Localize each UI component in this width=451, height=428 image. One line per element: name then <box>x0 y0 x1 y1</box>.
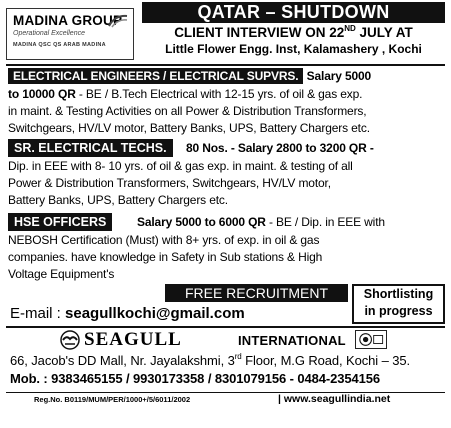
interview-suffix: JULY AT <box>355 25 413 40</box>
electrical-line-3: in maint. & Testing Activities on all Power & Distribution Transformers, <box>8 104 367 118</box>
certification-badge-icon <box>355 330 387 349</box>
venue-line: Little Flower Engg. Inst, Kalamashery , Kochi <box>165 42 422 56</box>
registration-bar <box>6 392 445 406</box>
electrical-title-row <box>8 68 445 84</box>
shortlisting-line-2: in progress <box>364 304 433 318</box>
logo-tagline: Operational Excellence <box>13 30 85 37</box>
headline: QATAR – SHUTDOWN <box>142 2 445 23</box>
hse-line-2: NEBOSH Certification (Must) with 8+ yrs. of exp. in oil & gas <box>8 233 320 247</box>
electrical-qualification: - BE / B.Tech Electrical with 12-15 yrs. of oil & gas exp. <box>75 87 363 101</box>
madina-swoosh-logo-icon <box>107 13 129 29</box>
free-recruitment-banner: FREE RECRUITMENT <box>165 284 348 302</box>
company-suffix: INTERNATIONAL <box>238 333 346 348</box>
address-part-1: 66, Jacob's DD Mall, Nr. Jayalakshmi, 3 <box>10 353 235 368</box>
hse-qualification: - BE / Dip. in EEE with <box>265 215 385 229</box>
shortlisting-box <box>352 284 445 324</box>
address-ordinal: rd <box>234 352 242 361</box>
company-name: SEAGULL <box>84 329 182 350</box>
email-row <box>10 305 245 323</box>
divider <box>6 326 445 328</box>
email-label: E-mail : <box>10 305 61 322</box>
techs-line-2: Dip. in EEE with 8- 10 yrs. of oil & gas exp. in maint. & testing of all <box>8 159 353 173</box>
website-link[interactable]: | www.seagullindia.net <box>278 393 391 405</box>
address <box>10 353 410 369</box>
divider <box>6 64 445 66</box>
shortlisting-line-1: Shortlisting <box>363 287 434 301</box>
interview-line <box>142 25 445 40</box>
hse-salary: Salary 5000 to 6000 QR <box>137 215 266 229</box>
hse-line-1 <box>137 214 447 230</box>
electrical-line-4: Switchgears, HV/LV motor, Battery Banks, UPS, Battery Chargers etc. <box>8 121 370 135</box>
logo-partners: MADINA QSC QS ARAB MADINA <box>13 42 106 48</box>
interview-prefix: CLIENT INTERVIEW ON 22 <box>174 25 345 40</box>
hse-line-3: companies. have knowledge in Safety in Sub stations & High <box>8 250 323 264</box>
electrical-line-2 <box>8 86 445 102</box>
hse-title: HSE OFFICERS <box>8 213 112 231</box>
interview-ordinal: ND <box>344 24 356 33</box>
techs-salary: 80 Nos. - Salary 2800 to 3200 QR - <box>186 141 374 155</box>
seagull-bird-icon <box>60 330 80 350</box>
electrical-title: ELECTRICAL ENGINEERS / ELECTRICAL SUPVRS. <box>8 68 303 84</box>
logo-name: MADINA GROUP <box>13 13 123 28</box>
mobile-numbers: Mob. : 9383465155 / 9930173358 / 8301079156 - 0484-2354156 <box>10 371 381 386</box>
techs-title: SR. ELECTRICAL TECHS. <box>8 139 173 157</box>
electrical-salary-range: to 10000 QR <box>8 87 76 101</box>
email-address[interactable]: seagullkochi@gmail.com <box>65 305 245 322</box>
hse-line-4: Voltage Equipment's <box>8 267 115 281</box>
registration-number: Reg.No. B0119/MUM/PER/1000+/5/6011/2002 <box>34 395 191 404</box>
madina-group-logo <box>6 8 134 60</box>
electrical-salary: Salary 5000 <box>303 69 372 83</box>
techs-line-3: Power & Distribution Transformers, Switchgears, HV/LV motor, <box>8 176 331 190</box>
address-part-2: Floor, M.G Road, Kochi – 35. <box>241 353 410 368</box>
techs-line-4: Battery Banks, UPS, Battery Chargers etc. <box>8 193 228 207</box>
